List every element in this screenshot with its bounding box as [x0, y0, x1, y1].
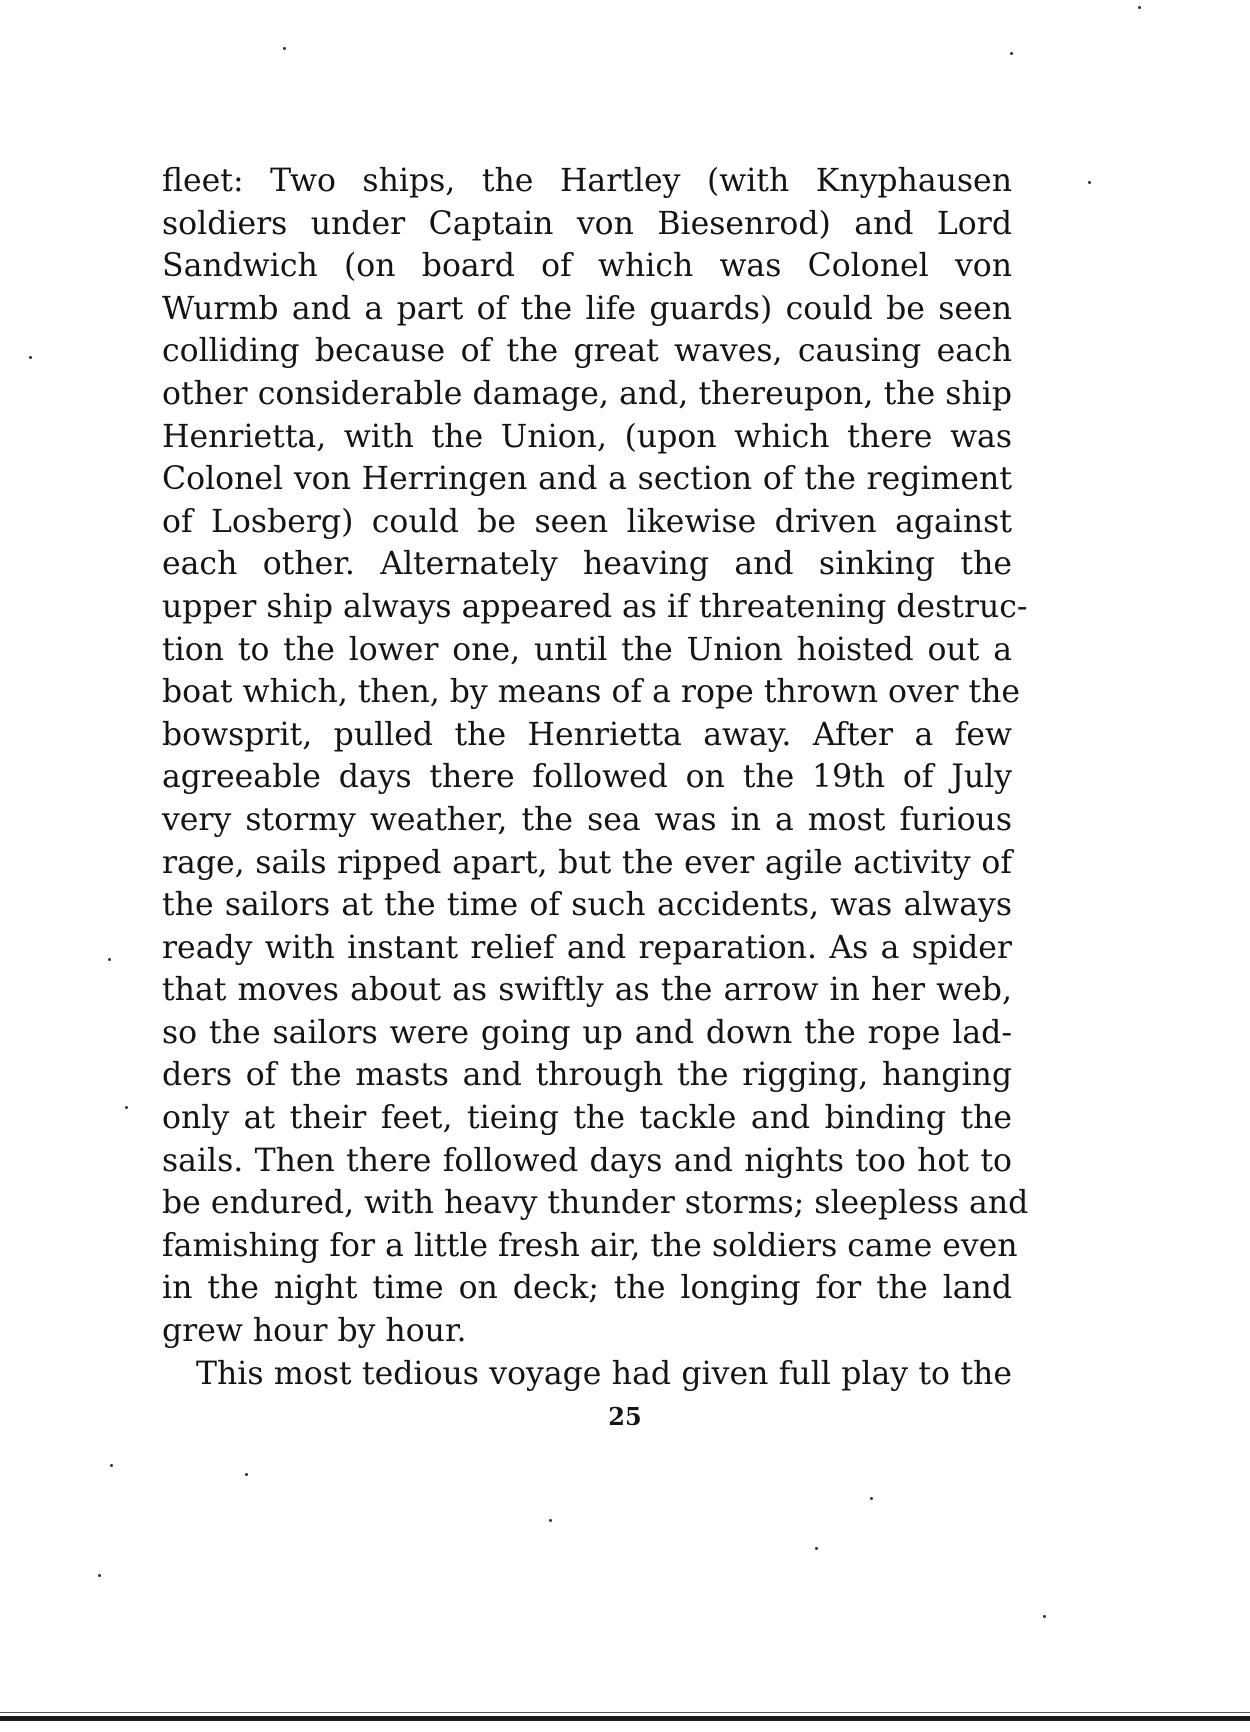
scan-speck [1043, 1615, 1046, 1618]
scan-speck [549, 1519, 552, 1522]
text-line: only at their feet, tieing the tackle and binding the [162, 1100, 1012, 1137]
scan-edge-rule [0, 1716, 1250, 1721]
text-line: bowsprit, pulled the Henrietta away. After a few [162, 716, 1012, 753]
text-line: of Losberg) could be seen likewise driven against [162, 503, 1012, 540]
text-line: fleet: Two ships, the Hartley (with Knyphausen [162, 163, 1012, 199]
text-line: very stormy weather, the sea was in a most furious [162, 801, 1012, 838]
text-line: the sailors at the time of such accidents, was always [162, 887, 1012, 924]
scan-speck [1088, 181, 1091, 184]
scan-speck [1138, 6, 1141, 9]
page-number: 25 [608, 1402, 642, 1431]
text-line: Colonel von Herringen and a section of the regiment [162, 461, 1012, 498]
text-line: be endured, with heavy thunder storms; sleepless and [162, 1185, 1029, 1222]
text-line: so the sailors were going up and down the rope lad- [162, 1014, 1012, 1051]
scan-speck [125, 1106, 128, 1109]
text-line: tion to the lower one, until the Union hoisted out a [162, 631, 1012, 668]
scan-speck [1010, 52, 1013, 55]
text-line: colliding because of the great waves, causing each [162, 333, 1012, 370]
paragraph-start-line: This most tedious voyage had given full play to the [196, 1355, 1012, 1392]
text-line: Henrietta, with the Union, (upon which there was [162, 418, 1012, 455]
paragraph-end-line: grew hour by hour. [162, 1313, 467, 1350]
text-line: soldiers under Captain von Biesenrod) and Lord [162, 205, 1012, 242]
scan-speck [110, 1464, 113, 1467]
scan-speck [108, 958, 111, 961]
text-line: agreeable days there followed on the 19th of July [162, 759, 1012, 796]
scan-speck [815, 1547, 818, 1550]
body-text [162, 160, 1029, 1395]
text-line: rage, sails ripped apart, but the ever agile activity of [162, 844, 1012, 881]
scan-edge-line [0, 1712, 1250, 1713]
scan-speck [98, 1574, 101, 1577]
text-line: boat which, then, by means of a rope thrown over the [162, 674, 1021, 711]
scan-speck [29, 356, 32, 359]
scan-speck [245, 1473, 248, 1476]
scan-speck [283, 47, 286, 50]
text-line: ders of the masts and through the rigging, hanging [162, 1057, 1012, 1094]
text-line: other considerable damage, and, thereupon, the ship [162, 375, 1012, 412]
text-line: Wurmb and a part of the life guards) could be seen [162, 290, 1012, 327]
text-line: that moves about as swiftly as the arrow in her web, [162, 972, 1012, 1009]
text-line: ready with instant relief and reparation. As a spider [162, 929, 1012, 966]
text-line: each other. Alternately heaving and sinking the [162, 546, 1012, 583]
text-line: upper ship always appeared as if threatening destruc- [162, 588, 1028, 625]
text-line: sails. Then there followed days and nights too hot to [162, 1142, 1012, 1179]
text-line: Sandwich (on board of which was Colonel von [162, 248, 1012, 285]
scan-speck [870, 1497, 873, 1500]
text-line: famishing for a little fresh air, the soldiers came even [162, 1227, 1018, 1264]
text-line: in the night time on deck; the longing for the land [162, 1270, 1012, 1307]
